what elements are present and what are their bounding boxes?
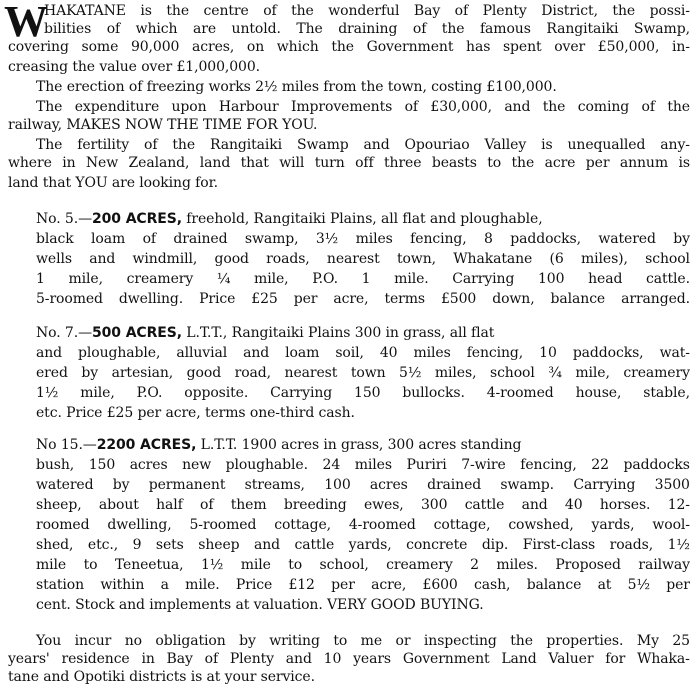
- intro-line: HAKATANE is the centre of the wonderful Bay of Plenty District, the possi-: [44, 3, 690, 19]
- listing-heading: [36, 210, 543, 228]
- intro-line: creasing the value over £1,000,000.: [8, 59, 260, 75]
- intro-line: railway, MAKES NOW THE TIME FOR YOU.: [8, 117, 318, 133]
- listing-line: 1 mile, creamery ¼ mile, P.O. 1 mile. Carrying 100 head cattle.: [36, 271, 690, 287]
- listing-acreage: 200 ACRES,: [92, 211, 182, 227]
- intro-line: The erection of freezing works 2½ miles from the town, costing £100,000.: [36, 79, 557, 95]
- listing-line: L.T.T. 1900 acres in grass, 300 acres standing: [196, 437, 522, 453]
- listing-line: freehold, Rangitaiki Plains, all flat and ploughable,: [181, 211, 543, 227]
- listing-line: sheep, about half of them breeding ewes, 300 cattle and 40 horses. 12-: [36, 497, 690, 513]
- listing-line: station within a mile. Price £12 per acre, £600 cash, balance at 5½ per: [36, 577, 690, 593]
- listing-line: L.T.T., Rangitaiki Plains 300 in grass, all flat: [181, 325, 495, 341]
- listing-number: No. 7.—: [36, 325, 92, 341]
- listing-line: bush, 150 acres new ploughable. 24 miles Puriri 7-wire fencing, 22 paddocks: [36, 457, 690, 473]
- listing-number: No 15.—: [36, 437, 97, 453]
- listing-line: shed, etc., 9 sets sheep and cattle yards, concrete dip. First-class roads, 1½: [36, 537, 690, 553]
- listing-line: wells and windmill, good roads, nearest town, Whakatane (6 miles), school: [36, 251, 690, 267]
- intro-line: bilities of which are untold. The draining of the famous Rangitaiki Swamp,: [44, 21, 690, 37]
- listing-line: 1½ mile, P.O. opposite. Carrying 150 bullocks. 4-roomed house, stable,: [36, 385, 690, 401]
- listing-line: ered by artesian, good road, nearest town 5½ miles, school ¾ mile, creamery: [36, 365, 690, 381]
- intro-line: where in New Zealand, land that will turn off three beasts to the acre per annum is: [8, 155, 690, 171]
- listing-line: 5-roomed dwelling. Price £25 per acre, terms £500 down, balance arranged.: [36, 291, 690, 307]
- listing-line: mile to Teneetua, 1½ mile to school, creamery 2 miles. Proposed railway: [36, 557, 690, 573]
- intro-line: covering some 90,000 acres, on which the Government has spent over £50,000, in-: [8, 39, 690, 55]
- listing-heading: [36, 324, 494, 342]
- closing-line: tane and Opotiki districts is at your service.: [8, 669, 315, 685]
- closing-line: You incur no obligation by writing to me or inspecting the properties. My 25: [36, 633, 690, 649]
- listing-line: cent. Stock and implements at valuation. VERY GOOD BUYING.: [36, 597, 484, 613]
- listing-acreage: 2200 ACRES,: [96, 437, 197, 453]
- listing-line: black loam of drained swamp, 3½ miles fencing, 8 paddocks, watered by: [36, 231, 690, 247]
- intro-line: The expenditure upon Harbour Improvements of £30,000, and the coming of the: [36, 99, 690, 115]
- listing-line: watered by permanent streams, 100 acres drained swamp. Carrying 3500: [36, 477, 690, 493]
- drop-cap: W: [4, 0, 48, 46]
- listing-number: No. 5.—: [36, 211, 92, 227]
- listing-line: roomed dwelling, 5-roomed cottage, 4-roomed cottage, cowshed, yards, wool-: [36, 517, 690, 533]
- intro-line: The fertility of the Rangitaiki Swamp and Opouriao Valley is unequalled any-: [36, 137, 690, 153]
- listing-line: and ploughable, alluvial and loam soil, 40 miles fencing, 10 paddocks, wat-: [36, 345, 690, 361]
- intro-line: land that YOU are looking for.: [8, 175, 219, 191]
- listing-acreage: 500 ACRES,: [92, 325, 182, 341]
- listing-line: etc. Price £25 per acre, terms one-third cash.: [36, 405, 355, 421]
- closing-line: years' residence in Bay of Plenty and 10 years Government Land Valuer for Whaka-: [8, 651, 690, 667]
- listing-heading: [36, 436, 521, 454]
